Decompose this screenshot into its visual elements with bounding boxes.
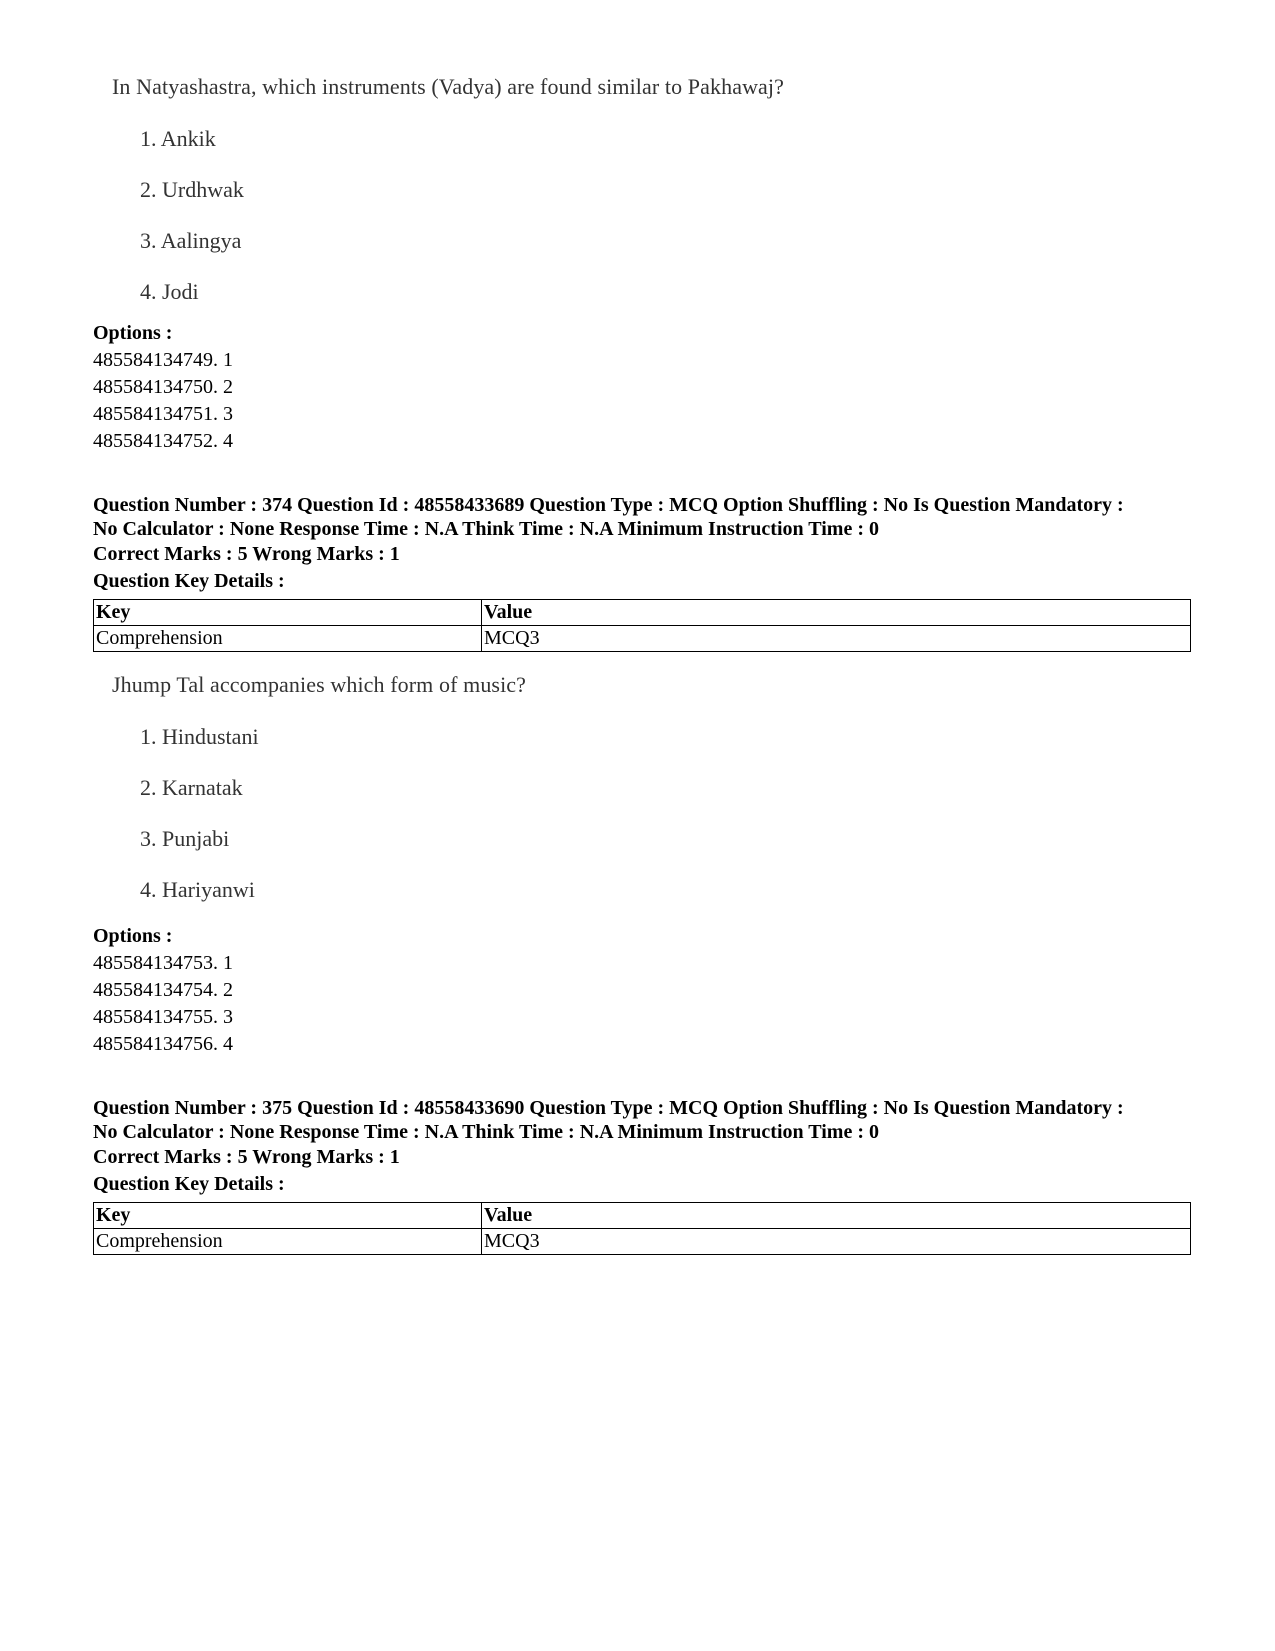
option-id-line: 485584134755. 3 — [93, 1006, 233, 1028]
choice-item: 4. Jodi — [140, 279, 199, 304]
table-cell-value: MCQ3 — [482, 626, 1191, 652]
option-id-line: 485584134753. 1 — [93, 952, 233, 974]
key-details-table — [93, 1202, 1191, 1255]
options-label: Options : — [93, 322, 173, 344]
table-cell-key: Comprehension — [94, 1229, 482, 1255]
table-header-value: Value — [482, 600, 1191, 626]
options-label: Options : — [93, 925, 173, 947]
table-header-value: Value — [482, 1203, 1191, 1229]
table-header-row — [94, 1203, 1191, 1229]
table-row — [94, 626, 1191, 652]
question-meta-line-1: Question Number : 375 Question Id : 48558433690 Question Type : MCQ Option Shuffling : No Is Question Mandatory : — [93, 1097, 1124, 1119]
question-text: Jhump Tal accompanies which form of music? — [112, 672, 527, 697]
marks-line: Correct Marks : 5 Wrong Marks : 1 — [93, 1146, 400, 1168]
option-id-line: 485584134756. 4 — [93, 1033, 233, 1055]
key-details-label: Question Key Details : — [93, 570, 285, 592]
table-row — [94, 1229, 1191, 1255]
choice-item: 4. Hariyanwi — [140, 877, 255, 902]
question-meta — [93, 1096, 1203, 1144]
choice-item: 3. Aalingya — [140, 228, 242, 253]
key-details-label: Question Key Details : — [93, 1173, 285, 1195]
choice-item: 2. Karnatak — [140, 775, 243, 800]
option-id-line: 485584134752. 4 — [93, 430, 233, 452]
table-header-key: Key — [94, 1203, 482, 1229]
table-cell-key: Comprehension — [94, 626, 482, 652]
marks-line: Correct Marks : 5 Wrong Marks : 1 — [93, 543, 400, 565]
key-details-table — [93, 599, 1191, 652]
option-id-line: 485584134750. 2 — [93, 376, 233, 398]
question-meta-line-1: Question Number : 374 Question Id : 48558433689 Question Type : MCQ Option Shuffling : No Is Question Mandatory : — [93, 494, 1124, 516]
option-id-line: 485584134751. 3 — [93, 403, 233, 425]
choice-item: 1. Hindustani — [140, 724, 259, 749]
table-header-key: Key — [94, 600, 482, 626]
choice-item: 3. Punjabi — [140, 826, 230, 851]
choice-item: 1. Ankik — [140, 126, 216, 151]
table-header-row — [94, 600, 1191, 626]
choice-item: 2. Urdhwak — [140, 177, 244, 202]
option-id-line: 485584134749. 1 — [93, 349, 233, 371]
question-text: In Natyashastra, which instruments (Vadya) are found similar to Pakhawaj? — [112, 74, 784, 99]
question-meta-line-2: No Calculator : None Response Time : N.A Think Time : N.A Minimum Instruction Time : 0 — [93, 1121, 879, 1143]
question-meta — [93, 493, 1203, 541]
question-meta-line-2: No Calculator : None Response Time : N.A Think Time : N.A Minimum Instruction Time : 0 — [93, 518, 879, 540]
option-id-line: 485584134754. 2 — [93, 979, 233, 1001]
table-cell-value: MCQ3 — [482, 1229, 1191, 1255]
